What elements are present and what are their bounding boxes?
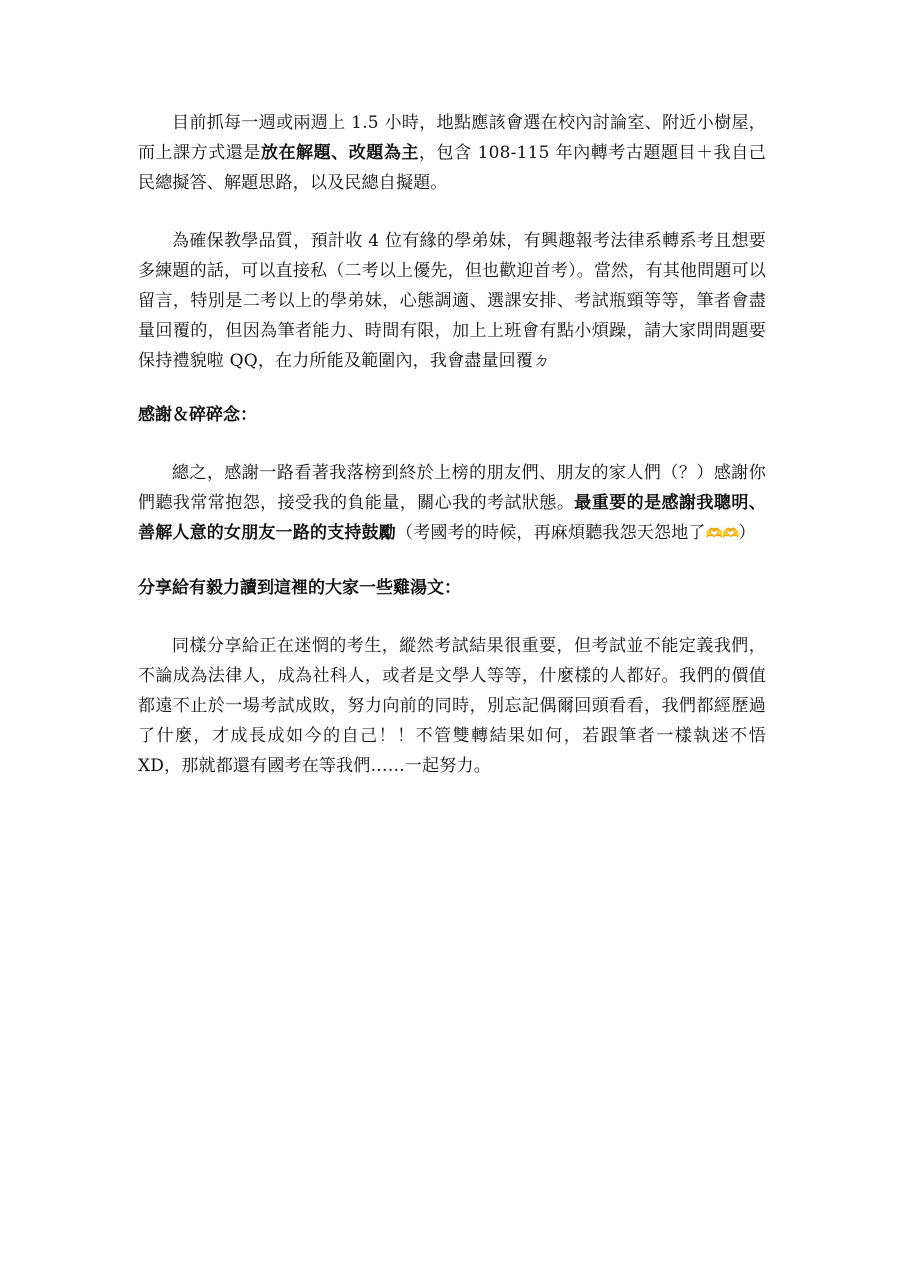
spacer <box>138 549 766 573</box>
paragraph-text: （考國考的時候，再麻煩聽我怨天怨地了 <box>396 523 706 543</box>
spacer <box>138 376 766 400</box>
paragraph-text: ，包含 108-115 年內轉考古題題目＋我自己民總擬答、解題思路，以及民總自擬題。 <box>138 143 766 193</box>
paragraph-text: 目前抓每一週或兩週上 1.5 小時，地點應該會選在校內討論室、附近小樹屋，而上課方式還是 <box>138 113 766 163</box>
document-body <box>138 108 766 781</box>
paragraph-text: 總之，感謝一路看著我落榜到終於上榜的朋友們、朋友的家人們（？）感謝你們聽我常常抱怨，接受我的負能量，關心我的考試狀態。 <box>138 463 766 513</box>
paragraph-thanks <box>138 458 766 549</box>
paragraph-text: ） <box>738 523 756 543</box>
spacer <box>138 198 766 226</box>
paragraph-class-schedule <box>138 108 766 198</box>
paragraph-text: 為確保教學品質，預計收 4 位有緣的學弟妹，有興趣報考法律系轉系考且想要多練題的話，可以直接私（二考以上優先，但也歡迎首考）。當然，有其他問題可以留言，特別是二考以上的學弟妹，心態調適、選課安排、考試瓶頸等等，筆者會盡量回覆的，但因為筆者能力、時間有限，加上上班會有點小煩躁，請大家問問題要保持禮貌啦 QQ，在力所能及範圍內，我會盡量回覆ㄉ <box>138 231 766 371</box>
heart-hands-icon: 🫶🫶 <box>705 526 739 542</box>
paragraph-text: 同樣分享給正在迷惘的考生，縱然考試結果很重要，但考試並不能定義我們，不論成為法律人，成為社科人，或者是文學人等等，什麼樣的人都好。我們的價值都遠不止於一場考試成敗，努力向前的同時，別忘記偶爾回頭看看，我們都經歷過了什麼，才成長成如今的自己！！不管雙轉結果如何，若跟筆者一樣執迷不悟 XD，那就都還有國考在等我們……一起努力。 <box>138 636 766 776</box>
spacer <box>138 430 766 458</box>
heading-encouragement: 分享給有毅力讀到這裡的大家一些雞湯文： <box>138 578 461 598</box>
paragraph-enrollment <box>138 226 766 376</box>
heading-thanks: 感謝＆碎碎念： <box>138 405 257 425</box>
bold-emphasis: 最重要的是感謝我聰明、善解人意的女朋友一路的支持鼓勵 <box>138 493 767 543</box>
paragraph-encouragement <box>138 631 766 781</box>
spacer <box>138 603 766 631</box>
bold-emphasis: 放在解題、改題為主 <box>260 143 419 163</box>
